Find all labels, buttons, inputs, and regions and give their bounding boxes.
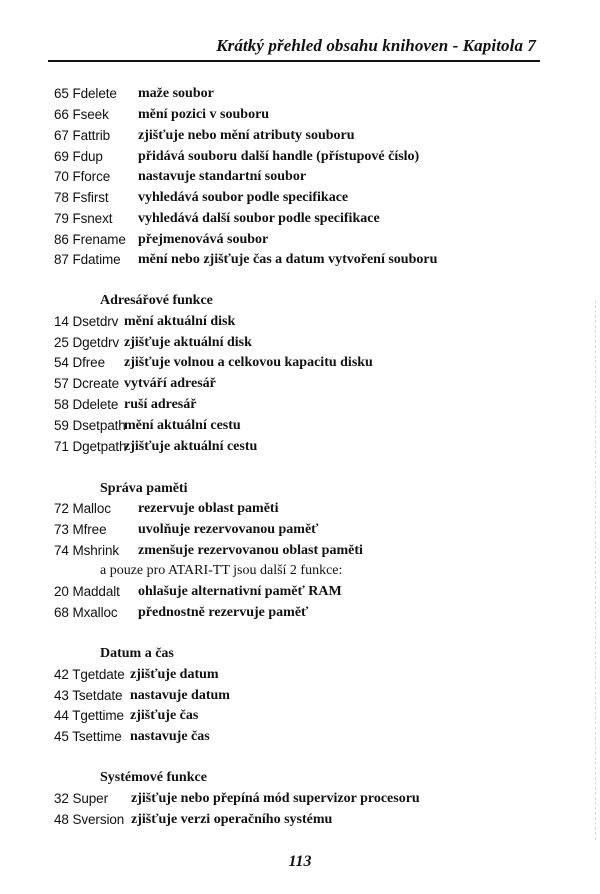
function-code: 59 Dsetpath: [54, 418, 126, 433]
function-code: 79 Fsnext: [54, 211, 113, 226]
function-code: 66 Fseek: [54, 107, 109, 122]
function-code: 87 Fdatime: [54, 252, 121, 267]
function-code: 44 Tgettime: [54, 708, 124, 723]
function-description: maže soubor: [138, 86, 214, 101]
function-code: 45 Tsettime: [54, 729, 122, 744]
function-description: nastavuje čas: [130, 729, 210, 744]
function-code: 54 Dfree: [54, 355, 105, 370]
function-description: zjišťuje verzi operačního systému: [131, 812, 333, 827]
function-description: zjišťuje čas: [130, 708, 199, 723]
function-code: 78 Fsfirst: [54, 190, 109, 205]
function-code: 71 Dgetpath: [54, 439, 127, 454]
function-description: rezervuje oblast paměti: [138, 501, 279, 516]
function-code: 73 Mfree: [54, 522, 107, 537]
function-description: ohlašuje alternativní paměť RAM: [138, 584, 342, 599]
function-code: 65 Fdelete: [54, 86, 117, 101]
function-description: vyhledává soubor podle specifikace: [138, 190, 349, 205]
function-code: 74 Mshrink: [54, 543, 120, 558]
section-heading-datetime: Datum a čas: [100, 646, 174, 661]
function-description: zjišťuje nebo přepíná mód supervizor procesoru: [131, 791, 420, 806]
section-heading-memory: Správa paměti: [100, 481, 188, 496]
function-description: mění pozici v souboru: [138, 107, 270, 122]
function-description: mění aktuální disk: [124, 314, 236, 329]
function-description: mění aktuální cestu: [124, 418, 241, 433]
function-description: zjišťuje aktuální disk: [124, 335, 252, 350]
function-code: 42 Tgetdate: [54, 667, 125, 682]
function-code: 20 Maddalt: [54, 584, 120, 599]
function-code: 58 Ddelete: [54, 397, 119, 412]
function-description: nastavuje standartní soubor: [138, 169, 307, 184]
function-code: 72 Malloc: [54, 501, 111, 516]
function-code: 68 Mxalloc: [54, 605, 118, 620]
function-description: zmenšuje rezervovanou oblast paměti: [138, 543, 363, 558]
scan-edge-shadow: [593, 300, 596, 840]
tt-note: a pouze pro ATARI-TT jsou další 2 funkce:: [100, 563, 343, 578]
function-code: 14 Dsetdrv: [54, 314, 119, 329]
function-description: zjišťuje datum: [130, 667, 219, 682]
function-description: mění nebo zjišťuje čas a datum vytvoření souboru: [138, 252, 438, 267]
function-code: 48 Sversion: [54, 812, 125, 827]
function-code: 57 Dcreate: [54, 376, 120, 391]
function-code: 70 Fforce: [54, 169, 111, 184]
function-code: 69 Fdup: [54, 149, 103, 164]
function-description: přednostně rezervuje paměť: [138, 605, 309, 620]
function-description: zjišťuje volnou a celkovou kapacitu disku: [124, 355, 373, 370]
function-description: zjišťuje nebo mění atributy souboru: [138, 128, 355, 143]
function-description: vytváří adresář: [124, 376, 216, 391]
page-header-title: Krátký přehled obsahu knihoven - Kapitola 7: [216, 36, 536, 55]
page-number: 113: [288, 853, 312, 870]
function-description: zjišťuje aktuální cestu: [124, 439, 258, 454]
function-description: nastavuje datum: [130, 688, 230, 703]
header-rule: [48, 60, 540, 62]
function-description: přidává souboru další handle (přístupové číslo): [138, 149, 420, 164]
function-code: 43 Tsetdate: [54, 688, 123, 703]
function-description: vyhledává další soubor podle specifikace: [138, 211, 380, 226]
function-code: 67 Fattrib: [54, 128, 111, 143]
function-description: přejmenovává soubor: [138, 232, 269, 247]
section-heading-system: Systémové funkce: [100, 770, 207, 785]
section-heading-directory: Adresářové funkce: [100, 293, 213, 308]
function-description: ruší adresář: [124, 397, 197, 412]
function-description: uvolňuje rezervovanou paměť: [138, 522, 319, 537]
function-code: 32 Super: [54, 791, 108, 806]
function-code: 25 Dgetdrv: [54, 335, 120, 350]
function-code: 86 Frename: [54, 232, 126, 247]
